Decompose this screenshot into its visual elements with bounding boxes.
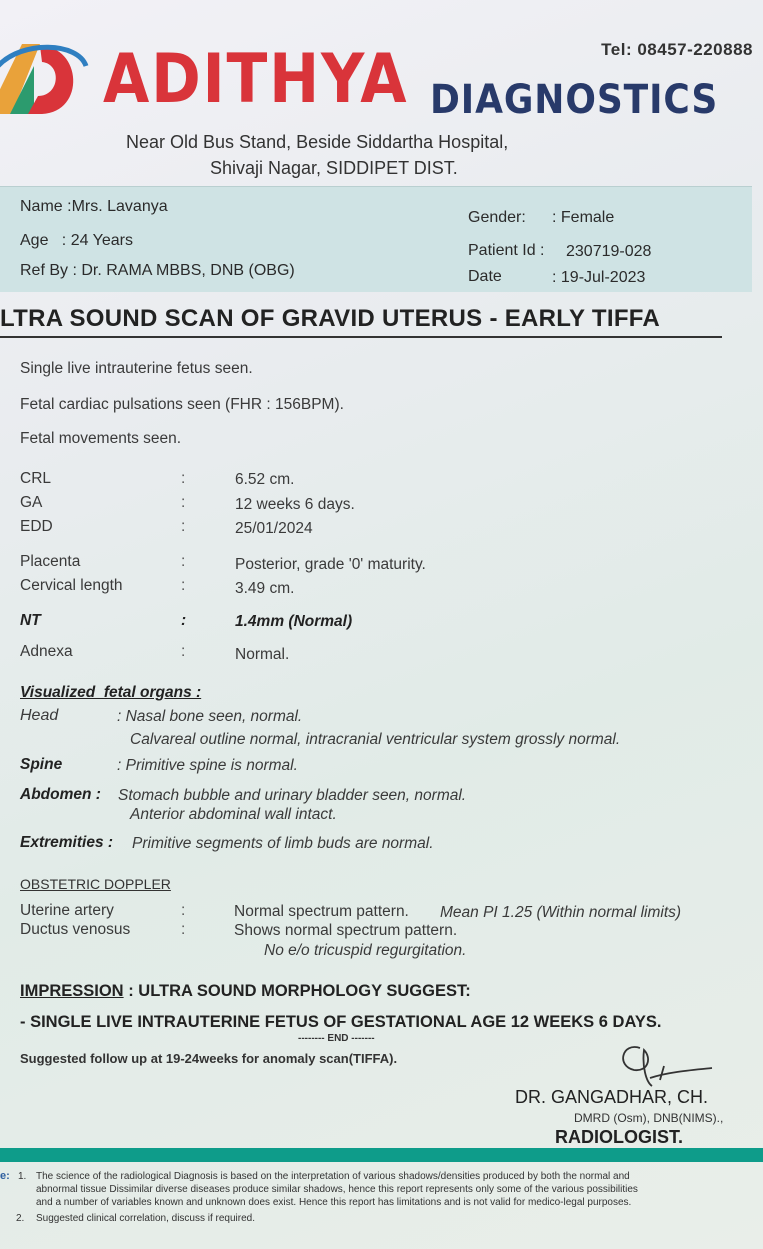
measure-value-nt: 1.4mm (Normal) [235, 613, 353, 630]
measure-label-ga: GA [20, 494, 43, 511]
footer-note-1-line-2: abnormal tissue Dissimilar diverse diseases produce similar shadows, hence this report represents only some of the various possibilities [36, 1184, 638, 1195]
footer-note-1-number: 1. [18, 1171, 27, 1182]
organ-abdomen-line-1: Stomach bubble and urinary bladder seen, normal. [118, 787, 467, 804]
report-title: LTRA SOUND SCAN OF GRAVID UTERUS - EARLY TIFFA [0, 305, 661, 332]
organ-head-line-2: Calvareal outline normal, intracranial ventricular system grossly normal. [130, 731, 621, 748]
adithya-logo-icon [0, 36, 90, 120]
measure-value-crl: 6.52 cm. [235, 471, 295, 488]
doppler-value-ductus: Shows normal spectrum pattern. [234, 922, 458, 939]
measure-value-ga: 12 weeks 6 days. [235, 496, 355, 513]
doppler-value-uterine-b: Mean PI 1.25 (Within normal limits) [440, 904, 682, 921]
doctor-designation: RADIOLOGIST. [555, 1127, 684, 1147]
doctor-qualifications: DMRD (Osm), DNB(NIMS)., [574, 1111, 724, 1125]
organ-extremities-text: Primitive segments of limb buds are normal. [132, 835, 434, 852]
referred-by: Ref By : Dr. RAMA MBBS, DNB (OBG) [20, 262, 295, 279]
organs-heading: Visualized fetal organs : [20, 684, 202, 701]
footer-note-2-number: 2. [16, 1213, 25, 1224]
brand-subtitle: DIAGNOSTICS [430, 77, 719, 123]
end-marker: -------- END ------- [298, 1033, 375, 1044]
brand-name: ADITHYA [103, 40, 409, 119]
doppler-label-uterine: Uterine artery [20, 902, 114, 919]
finding-3: Fetal movements seen. [20, 430, 182, 447]
measure-value-cervical: 3.49 cm. [235, 580, 295, 597]
organ-label-abdomen: Abdomen : [20, 786, 101, 803]
gender-value: : Female [552, 209, 615, 226]
gender-label: Gender: [468, 209, 526, 226]
signature-icon [612, 1036, 722, 1088]
organ-head-line-1: : Nasal bone seen, normal. [117, 708, 303, 725]
impression-heading [20, 982, 471, 1001]
organ-label-spine: Spine [20, 756, 63, 773]
date-label: Date [468, 268, 502, 285]
impression-rest: : ULTRA SOUND MORPHOLOGY SUGGEST: [123, 982, 471, 1000]
finding-2: Fetal cardiac pulsations seen (FHR : 156BPM). [20, 396, 344, 413]
organ-abdomen-line-2: Anterior abdominal wall intact. [130, 806, 337, 823]
measure-value-edd: 25/01/2024 [235, 520, 313, 537]
footer-note-1-line-1: The science of the radiological Diagnosis is based on the interpretation of various shadows/densities produced by both the normal and [36, 1171, 630, 1182]
footer-note-1-line-3: and a number of variables known and unknown does exist. Hence this report has limitations and is not valid for medico-legal purposes. [36, 1197, 632, 1208]
footer-note-2-text: Suggested clinical correlation, discuss if required. [36, 1213, 255, 1224]
patient-age: Age : 24 Years [20, 232, 133, 249]
measure-label-nt: NT [20, 612, 41, 629]
finding-1: Single live intrauterine fetus seen. [20, 360, 253, 377]
patient-id-value: 230719-028 [566, 243, 652, 260]
title-underline [0, 336, 722, 338]
measure-label-placenta: Placenta [20, 553, 81, 570]
address-line-1: Near Old Bus Stand, Beside Siddartha Hospital, [126, 132, 509, 152]
doctor-name: DR. GANGADHAR, CH. [515, 1087, 709, 1107]
measure-value-adnexa: Normal. [235, 646, 290, 663]
footer-note-prefix: e: [0, 1170, 10, 1182]
organ-spine-text: : Primitive spine is normal. [117, 757, 298, 774]
patient-name: Name :Mrs. Lavanya [20, 198, 168, 215]
doppler-label-ductus: Ductus venosus [20, 921, 131, 938]
doppler-heading: OBSTETRIC DOPPLER [20, 876, 171, 892]
report-page: ADITHYA DIAGNOSTICS Tel: 08457-220888 Near Old Bus Stand, Beside Siddartha Hospital, Shivaji Nagar, SIDDIPET DIST. Name :Mrs. Lavanya Age : 24 Years Ref By : Dr. RAMA MBBS, DNB (OBG) Gender: : Female Patient Id : 230719-028 Date : 19-Jul-2023 LTRA SOUND SCAN OF GRAVID UTERUS - EARLY TIFFA Single live intrauterine fetus seen. Fetal cardiac pulsations seen (FHR : 156BPM). Fetal movements seen. CRL : 6.52 cm. GA : 12 weeks 6 days. EDD : 25/01/2024 Placenta : Posterior, grade '0' maturity. Cervical length : 3.49 cm. NT : 1.4mm (Normal) Adnexa : Normal. Visualized fetal organs : Head : Nasal bone seen, normal. Calvareal outline normal, intracranial ventricular system grossly normal. Spine : Primitive spine is normal. Abdomen : Stomach bubble and urinary bladder seen, normal. Anterior abdominal wall intact. Extremities : Primitive segments of limb buds are normal. OBSTETRIC DOPPLER Uterine artery : Normal spectrum pattern. Mean PI 1.25 (Within normal limits) Ductus venosus : Shows normal spectrum pattern. No e/o tricuspid regurgitation. IMPRESSION : ULTRA SOUND MORPHOLOGY SUGGEST: - SINGLE LIVE INTRAUTERINE FETUS OF GESTATIONAL AGE 12 WEEKS 6 DAYS. -------- END ------- Suggested follow up at 19-24weeks for anomaly scan(TIFFA). DR. GANGADHAR, CH. DMRD (Osm), DNB(NIMS)., RADIOLOGIST. e: 1. The science of the radiological Diagnosis is based on the interpretation of various shadows/densities produced by both the normal and abnormal tissue Dissimilar diverse diseases produce similar shadows, hence this report represents only some of the various possibilities and a number of variables known and unknown does exist. Hence this report has limitations and is not valid for medico-legal purposes. 2. Suggested clinical correlation, discuss if required. [0, 0, 763, 1249]
doppler-value-ductus-2: No e/o tricuspid regurgitation. [264, 942, 467, 959]
measure-label-edd: EDD [20, 518, 53, 535]
impression-text: - SINGLE LIVE INTRAUTERINE FETUS OF GESTATIONAL AGE 12 WEEKS 6 DAYS. [20, 1013, 662, 1031]
date-value: : 19-Jul-2023 [552, 269, 646, 286]
organ-label-head: Head [20, 707, 59, 724]
followup-note: Suggested follow up at 19-24weeks for anomaly scan(TIFFA). [20, 1051, 398, 1066]
impression-label: IMPRESSION [20, 982, 124, 1000]
measure-label-cervical: Cervical length [20, 577, 123, 594]
patient-id-label: Patient Id : [468, 242, 545, 259]
doppler-value-uterine-a: Normal spectrum pattern. [234, 903, 409, 920]
address-line-2: Shivaji Nagar, SIDDIPET DIST. [210, 158, 458, 178]
measure-label-adnexa: Adnexa [20, 643, 73, 660]
measure-label-crl: CRL [20, 470, 52, 487]
measure-value-placenta: Posterior, grade '0' maturity. [235, 556, 426, 573]
footer-bar [0, 1148, 763, 1162]
telephone: Tel: 08457-220888 [601, 40, 753, 59]
organ-label-extremities: Extremities : [20, 834, 114, 851]
